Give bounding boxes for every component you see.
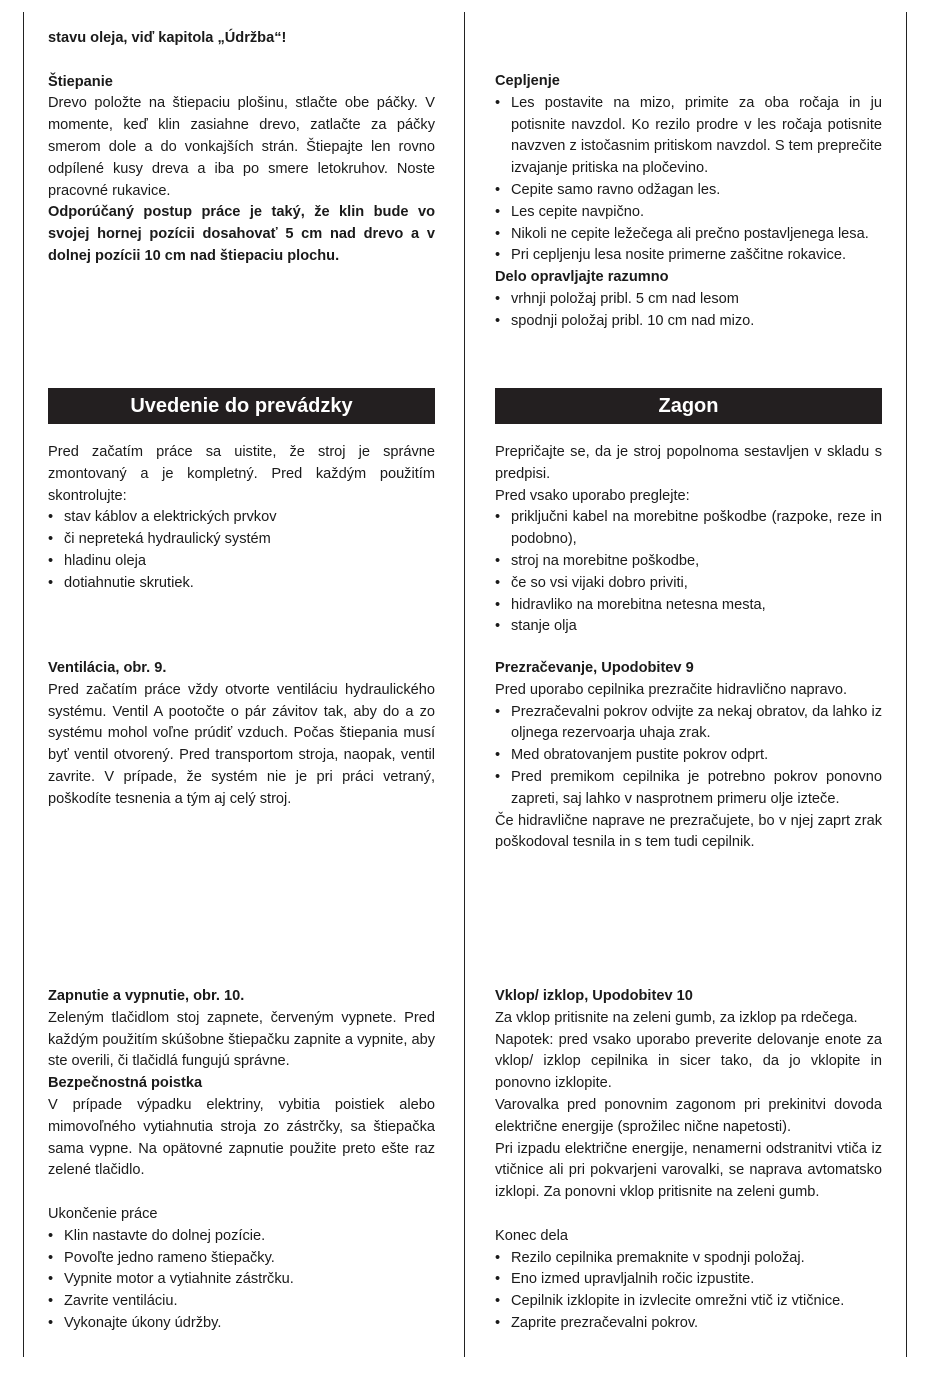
list-item: • če so vsi vijaki dobro priviti, (495, 573, 882, 595)
ventilation-outro: Če hidravlične naprave ne prezračujete, bo v njej zaprt zrak poškodoval tesnila in s tem tudi cepilnik. (495, 812, 882, 851)
section-banner-right: Zagon (495, 388, 882, 424)
list-item: • Klin nastavte do dolnej pozície. (48, 1226, 435, 1248)
right-commissioning-section (495, 442, 882, 638)
left-switching-section (48, 986, 435, 1335)
section-banner-left: Uvedenie do prevádzky (48, 388, 435, 424)
end-checklist (48, 1226, 435, 1335)
commissioning-intro: Pred začatím práce sa uistite, že stroj je správne zmontovaný a je kompletný. Pred každým použitím skontrolujte: (48, 444, 435, 504)
commissioning-intro: Prepričajte se, da je stroj popolnoma sestavljen v skladu s predpisi. (495, 444, 882, 482)
list-item: • Med obratovanjem pustite pokrov odprt. (495, 745, 882, 767)
list-item: • Prezračevalni pokrov odvijte za nekaj obratov, da lahko iz oljnega rezervoarja uhaja zrak. (495, 702, 882, 746)
center-column-rule (464, 12, 465, 1357)
list-item: • stav káblov a elektrických prvkov (48, 507, 435, 529)
list-item: • Vypnite motor a vytiahnite zástrčku. (48, 1269, 435, 1291)
list-item: • Eno izmed upravljalnih ročic izpustite. (495, 1269, 882, 1291)
commissioning-checklist (495, 507, 882, 638)
right-margin-rule (906, 12, 907, 1357)
splitting-text: Drevo položte na štiepaciu plošinu, stlačte obe páčky. V momente, keď klin zasiahne drevo, zatlačte za páčky smerom dole a do vonkajších strán. Štiepajte len rovno odpílené kusy dreva a iba po smere letokruhov. Noste pracovné rukavice. (48, 95, 435, 199)
end-heading: Konec dela (495, 1227, 569, 1244)
switching-text-4: Pri izpadu električne energije, nenamerni odstranitvi vtiča iz vtičnice ali pri pokvarjeni varovalki, se naprava avtomatsko izklopi. Za ponovni vklop pritisnite na zeleni gumb. (495, 1140, 882, 1201)
ventilation-heading: Ventilácia, obr. 9. (48, 660, 167, 676)
splitting-list (495, 93, 882, 267)
list-item: • Les postavite na mizo, primite za oba ročaja in ju potisnite navzdol. Ko rezilo prodre v les ročaja potisnite navzven z istočasnim pritiskom navzdol. S tem preprečite izvajanje pritiska na pločevino. (495, 93, 882, 180)
list-item: • Povoľte jedno rameno štiepačky. (48, 1248, 435, 1270)
end-checklist (495, 1248, 882, 1335)
list-item: • Rezilo cepilnika premaknite v spodnji položaj. (495, 1248, 882, 1270)
left-splitting-section (48, 28, 435, 268)
end-heading: Ukončenie práce (48, 1205, 158, 1222)
list-item: • Zaprite prezračevalni pokrov. (495, 1313, 882, 1335)
commissioning-intro-2: Pred vsako uporabo preglejte: (495, 487, 690, 504)
right-switching-section (495, 986, 882, 1335)
list-item: • stroj na morebitne poškodbe, (495, 551, 882, 573)
list-item: • priključni kabel na morebitne poškodbe (razpoke, reze in podobno), (495, 507, 882, 551)
list-item: • či nepreteká hydraulický systém (48, 529, 435, 551)
commissioning-checklist (48, 507, 435, 594)
safety-heading: Bezpečnostná poistka (48, 1075, 203, 1092)
list-item: • Nikoli ne cepite ležečega ali prečno postavljenega lesa. (495, 224, 882, 246)
ventilation-intro: Pred uporabo cepilnika prezračite hidravlično napravo. (495, 681, 848, 698)
switching-text-2: Napotek: pred vsako uporabo preverite delovanje enote za vklop/ izklop cepilnika in sicer tako, da jo vklopite in ponovno izklopite. (495, 1031, 882, 1092)
work-sensibly-list (495, 289, 882, 333)
list-item: • Cepite samo ravno odžagan les. (495, 180, 882, 202)
list-item: • Zavrite ventiláciu. (48, 1291, 435, 1313)
switching-heading: Vklop/ izklop, Upodobitev 10 (495, 988, 693, 1004)
right-ventilation-section (495, 658, 882, 854)
ventilation-list (495, 702, 882, 811)
left-commissioning-section (48, 442, 435, 595)
list-item: • Pri cepljenju lesa nosite primerne zaščitne rokavice. (495, 245, 882, 267)
left-margin-rule (23, 12, 24, 1357)
left-ventilation-section (48, 658, 435, 811)
right-splitting-section (495, 71, 882, 333)
list-item: • Pred premikom cepilnika je potrebno pokrov ponovno zapreti, saj lahko v nasprotnem primeru olje izteče. (495, 767, 882, 811)
list-item: • hladinu oleja (48, 551, 435, 573)
work-sensibly-heading: Delo opravljajte razumno (495, 269, 669, 286)
list-item: • dotiahnutie skrutiek. (48, 573, 435, 595)
switching-heading: Zapnutie a vypnutie, obr. 10. (48, 988, 245, 1004)
list-item: • spodnji položaj pribl. 10 cm nad mizo. (495, 311, 882, 333)
list-item: • Les cepite navpično. (495, 202, 882, 224)
list-item: • Vykonajte úkony údržby. (48, 1313, 435, 1335)
list-item: • stanje olja (495, 616, 882, 638)
splitting-heading: Cepljenje (495, 73, 560, 89)
splitting-recommendation: Odporúčaný postup práce je taký, že klin bude vo svojej hornej pozícii dosahovať 5 cm nad drevo a v dolnej pozícii 10 cm nad štiepaciu plochu. (48, 204, 435, 264)
switching-text-1: Za vklop pritisnite na zeleni gumb, za izklop pa rdečega. (495, 1009, 858, 1026)
ventilation-text: Pred začatím práce vždy otvorte ventiláciu hydraulického systému. Ventil A pootočte o pár závitov tak, aby do a zo systému mohol voľne prúdiť vzduch. Počas štiepania musí byť ventil otvorený. Pred transportom stroja, naopak, ventil zavrite. V prípade, že systém nie je pri práci vetraný, poškodíte tesnenia a tým aj celý stroj. (48, 681, 435, 807)
splitting-heading: Štiepanie (48, 73, 113, 90)
switching-text-3: Varovalka pred ponovnim zagonom pri prekinitvi dovoda električne energije (sprožilec nične napetosti). (495, 1096, 882, 1135)
list-item: • vrhnji položaj pribl. 5 cm nad lesom (495, 289, 882, 311)
list-item: • hidravliko na morebitna netesna mesta, (495, 595, 882, 617)
top-note: stavu oleja, viď kapitola „Údržba“! (48, 30, 287, 46)
list-item: • Cepilnik izklopite in izvlecite omrežni vtič iz vtičnice. (495, 1291, 882, 1313)
safety-text: V prípade výpadku elektriny, vybitia poistiek alebo mimovoľného vytiahnutia stroja zo zástrčky, sa štiepačka sama vypne. Na opätovné zapnutie použite preto ešte raz zelené tlačidlo. (48, 1096, 435, 1179)
switching-text: Zeleným tlačidlom stoj zapnete, červeným vypnete. Pred každým použitím skúšobne štiepačku zapnite a vypnite, aby ste overili, či tlačidlá fungujú správne. (48, 1009, 435, 1070)
ventilation-heading: Prezračevanje, Upodobitev 9 (495, 660, 694, 676)
